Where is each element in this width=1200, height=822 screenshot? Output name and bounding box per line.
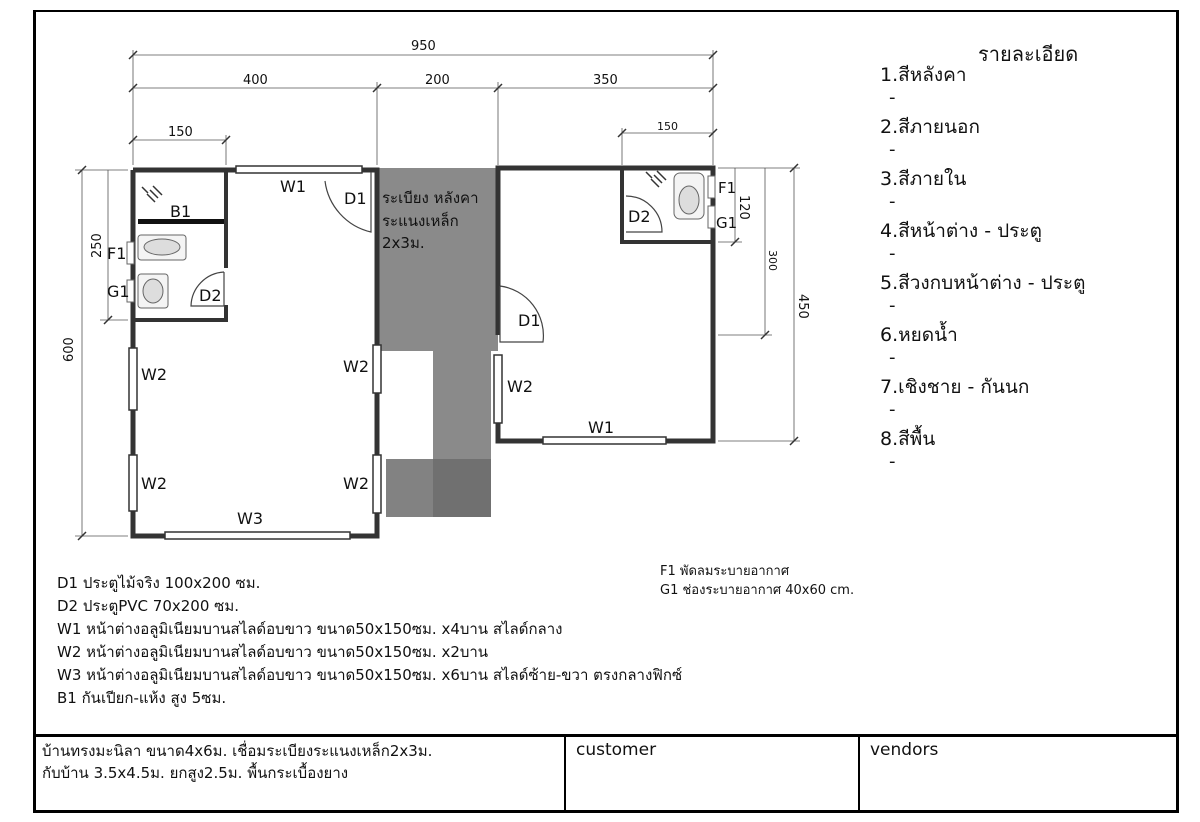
details-item <box>880 114 1085 166</box>
dim-main-house-depth: 600 <box>62 337 77 362</box>
w1-window-main <box>236 166 362 173</box>
w2-label-left-1: W2 <box>141 365 167 384</box>
details-title: รายละเอียด <box>978 42 1079 66</box>
w3-window <box>165 532 350 539</box>
title-block-vendors: vendors <box>870 740 939 760</box>
w2-window-annex <box>494 355 502 423</box>
details-item-value: - <box>889 87 896 108</box>
details-item-value: - <box>889 347 896 368</box>
stair-step-left <box>386 459 433 517</box>
dim-annex-inner-depth: 300 <box>766 250 779 271</box>
note-item: G1 ช่องระบายอากาศ 40x60 cm. <box>660 583 855 598</box>
d2-label-annex: D2 <box>628 207 651 226</box>
legend-item: W1 หน้าต่างอลูมิเนียมบานสไลด์อบขาว ขนาด50x150ซม. x4บาน สไลด์กลาง <box>57 620 563 638</box>
g1-label-main: G1 <box>107 282 130 301</box>
d1-label-annex: D1 <box>518 311 541 330</box>
details-item-label: 5.สีวงกบหน้าต่าง - ประตู <box>880 272 1086 294</box>
f1-fan-annex <box>708 176 715 198</box>
f1-label-main: F1 <box>107 244 127 263</box>
dim-bathroom-width-right: 150 <box>657 120 678 133</box>
details-item <box>880 166 1085 218</box>
project-description-line1: บ้านทรงมะนิลา ขนาด4x6ม. เชื่อมระเบียงระแนงเหล็ก2x3ม. <box>42 742 433 760</box>
f1-label-annex: F1 <box>718 179 737 197</box>
notes-list <box>660 562 854 600</box>
terrace-label-line2: ระแนงเหล็ก <box>382 212 459 230</box>
title-block-project <box>38 740 562 804</box>
title-block-customer: customer <box>576 740 657 760</box>
details-item <box>880 374 1085 426</box>
legend-item: D1 ประตูไม้จริง 100x200 ซม. <box>57 574 261 592</box>
dim-bathroom-width-left: 150 <box>168 125 193 140</box>
details-item <box>880 218 1085 270</box>
details-item-label: 8.สีพื้น <box>880 428 936 450</box>
legend-item: W3 หน้าต่างอลูมิเนียมบานสไลด์อบขาว ขนาด50x150ซม. x6บาน สไลด์ซ้าย-ขวา ตรงกลางฟิกซ์ <box>57 666 683 684</box>
main-house-walls <box>133 170 377 536</box>
f1-fan-main <box>127 242 134 264</box>
dim-overall-width: 950 <box>411 39 436 54</box>
dim-terrace-width: 200 <box>425 73 450 88</box>
details-item-label: 6.หยดน้ำ <box>880 324 958 346</box>
details-item-value: - <box>889 451 896 472</box>
w1-label-main: W1 <box>280 177 306 196</box>
walkway-floor <box>433 351 491 459</box>
g1-vent-annex <box>708 206 715 228</box>
w2-label-right-1: W2 <box>343 357 369 376</box>
details-item-label: 3.สีภายใน <box>880 168 967 190</box>
w3-label: W3 <box>237 509 263 528</box>
shower-icon-annex <box>646 171 666 187</box>
dim-annex-depth: 450 <box>795 294 810 319</box>
dim-bathroom-depth-left: 250 <box>90 233 105 258</box>
details-item <box>880 322 1085 374</box>
annex-bathroom-fixtures <box>674 173 715 228</box>
w2-label-annex: W2 <box>507 377 533 396</box>
w1-window-annex <box>543 437 666 444</box>
dim-annex-width: 350 <box>593 73 618 88</box>
details-item <box>880 62 1085 114</box>
note-item: F1 พัดลมระบายอากาศ <box>660 564 790 579</box>
details-item-label: 7.เชิงชาย - กันนก <box>880 376 1030 398</box>
details-item-value: - <box>889 139 896 160</box>
project-description-line2: กับบ้าน 3.5x4.5ม. ยกสูง2.5ม. พื้นกระเบื้องยาง <box>42 764 349 782</box>
legend-item: D2 ประตูPVC 70x200 ซม. <box>57 597 239 615</box>
details-item-value: - <box>889 295 896 316</box>
g1-label-annex: G1 <box>716 214 738 232</box>
w2-window-left-2 <box>129 455 137 511</box>
w2-window-right-2 <box>373 455 381 513</box>
d2-label-main: D2 <box>199 286 222 305</box>
d1-label-main: D1 <box>344 189 367 208</box>
terrace-label-line3: 2x3ม. <box>382 234 425 252</box>
details-item-label: 1.สีหลังคา <box>880 64 967 86</box>
legend-item: B1 กันเปียก-แห้ง สูง 5ซม. <box>57 689 227 707</box>
details-item <box>880 270 1085 322</box>
shower-icon-main <box>142 186 162 202</box>
details-item-value: - <box>889 399 896 420</box>
legend-item: W2 หน้าต่างอลูมิเนียมบานสไลด์อบขาว ขนาด50x150ซม. x2บาน <box>57 643 489 661</box>
terrace-label-line1: ระเบียง หลังคา <box>382 189 479 207</box>
w2-window-left-1 <box>129 348 137 410</box>
details-item-value: - <box>889 191 896 212</box>
legend-list <box>57 572 682 710</box>
w2-label-right-2: W2 <box>343 474 369 493</box>
details-list <box>880 62 1085 478</box>
stair-step-right <box>433 459 491 517</box>
details-item <box>880 426 1085 478</box>
main-bathroom-fixtures <box>127 235 186 308</box>
w2-label-left-2: W2 <box>141 474 167 493</box>
w1-label-annex: W1 <box>588 418 614 437</box>
details-item-label: 2.สีภายนอก <box>880 116 980 138</box>
dim-main-house-width: 400 <box>243 73 268 88</box>
details-item-value: - <box>889 243 896 264</box>
details-item-label: 4.สีหน้าต่าง - ประตู <box>880 220 1042 242</box>
w2-window-right-1 <box>373 345 381 393</box>
dim-annex-bath-depth: 120 <box>736 195 751 220</box>
b1-label: B1 <box>170 202 192 221</box>
